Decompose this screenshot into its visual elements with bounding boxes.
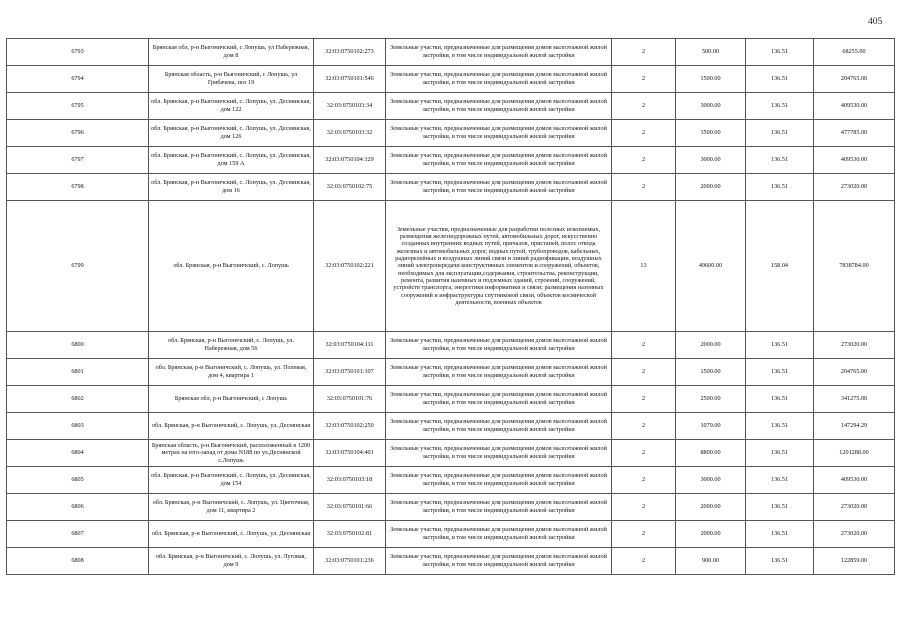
cadastral-value-cell: 273020.00: [814, 332, 895, 359]
specific-value-cell: 158.04: [746, 201, 814, 332]
table-row: [7, 66, 895, 93]
cadastral-value-cell: 409530.00: [814, 93, 895, 120]
cadastral-number-cell: 32:03:0750103:32: [314, 120, 386, 147]
area-cell: 49600.00: [676, 201, 746, 332]
row-number: 6807: [7, 521, 149, 548]
row-number: 6805: [7, 467, 149, 494]
group-cell: 2: [612, 494, 676, 521]
cadastral-value-cell: 273020.00: [814, 521, 895, 548]
address-cell: обл. Брянская, р-н Выгоничский, с. Лопушь, ул. Деснянская, дом 126: [149, 120, 314, 147]
area-cell: 2000.00: [676, 174, 746, 201]
cadastral-number-cell: 32:03:0750104:111: [314, 332, 386, 359]
area-cell: 1500.00: [676, 359, 746, 386]
cadastral-number-cell: 32:03:0750102:81: [314, 521, 386, 548]
cadastral-number-cell: 32:03:0750103:18: [314, 467, 386, 494]
specific-value-cell: 136.51: [746, 494, 814, 521]
row-number: 6793: [7, 39, 149, 66]
area-cell: 3000.00: [676, 147, 746, 174]
cadastral-value-cell: 68255.00: [814, 39, 895, 66]
land-use-cell: Земельные участки, предназначенные для размещения домов малоэтажной жилой застройки, в том числе индивидуальной жилой застройки: [386, 332, 612, 359]
cadastral-number-cell: 32:03:0750104:401: [314, 440, 386, 467]
cadastral-value-cell: 147294.29: [814, 413, 895, 440]
land-use-cell: Земельные участки, предназначенные для размещения домов малоэтажной жилой застройки, в том числе индивидуальной жилой застройки: [386, 174, 612, 201]
address-cell: обл. Брянская, р-н Выгоничский, с. Лопушь: [149, 201, 314, 332]
address-cell: Брянская область, р-н Выгоничский, расположенный в 1200 метрах на юго-запад от дома N188 по ул.Деснянской с.Лопушь: [149, 440, 314, 467]
specific-value-cell: 136.51: [746, 93, 814, 120]
cadastral-value-cell: 1201288.00: [814, 440, 895, 467]
specific-value-cell: 136.51: [746, 548, 814, 575]
cadastral-number-cell: 32:03:0750101:76: [314, 386, 386, 413]
address-cell: обл. Брянская, р-н Выгоничский, с. Лопушь, ул. Деснянская: [149, 521, 314, 548]
land-use-cell: Земельные участки, предназначенные для размещения домов малоэтажной жилой застройки, в том числе индивидуальной жилой застройки: [386, 66, 612, 93]
row-number: 6795: [7, 93, 149, 120]
cadastral-number-cell: 32:03:0750101:546: [314, 66, 386, 93]
specific-value-cell: 136.51: [746, 413, 814, 440]
cadastral-value-cell: 204765.00: [814, 359, 895, 386]
specific-value-cell: 136.51: [746, 174, 814, 201]
table-body: [7, 39, 895, 575]
land-use-cell: Земельные участки, предназначенные для размещения домов малоэтажной жилой застройки, в том числе индивидуальной жилой застройки: [386, 120, 612, 147]
table-row: [7, 147, 895, 174]
row-number: 6804: [7, 440, 149, 467]
specific-value-cell: 136.51: [746, 359, 814, 386]
specific-value-cell: 136.51: [746, 147, 814, 174]
group-cell: 2: [612, 440, 676, 467]
cadastral-value-cell: 7838784.00: [814, 201, 895, 332]
cadastral-number-cell: 32:03:0750101:236: [314, 548, 386, 575]
land-use-cell: Земельные участки, предназначенные для размещения домов малоэтажной жилой застройки, в том числе индивидуальной жилой застройки: [386, 359, 612, 386]
group-cell: 2: [612, 120, 676, 147]
area-cell: 3500.00: [676, 120, 746, 147]
group-cell: 2: [612, 413, 676, 440]
table-row: [7, 548, 895, 575]
cadastral-number-cell: 32:03:0750101:107: [314, 359, 386, 386]
cadastral-number-cell: 32:03:0750104:129: [314, 147, 386, 174]
land-use-cell: Земельные участки, предназначенные для разработки полезных ископаемых, размещения железнодорожных путей, автомобильных дорог, искусственно созданных внутренних водных путей, причалов, пристаней, полос отвода железных и автомобильных дорог, водных путей, трубопроводов, кабельных, радиорелейных и воздушных линий связи и линий радиофикации, воздушных линий электропередачи конструктивных элементов и сооружений, объектов, необходимых для эксплуатации,содержания, строительства, реконструкции, ремонта, развития наземных и подземных зданий, строений, сооружений, устройств транспорта, энергетики информатики и связи; размещения наземных сооружений и инфраструктуры спутниковой связи, объектов космической деятельности, военных объектов: [386, 201, 612, 332]
address-cell: обл. Брянская, р-н Выгоничский, с. Лопушь, ул. Набережная, дом 56: [149, 332, 314, 359]
group-cell: 2: [612, 386, 676, 413]
specific-value-cell: 136.51: [746, 120, 814, 147]
land-use-cell: Земельные участки, предназначенные для размещения домов малоэтажной жилой застройки, в том числе индивидуальной жилой застройки: [386, 39, 612, 66]
specific-value-cell: 136.51: [746, 332, 814, 359]
cadastral-value-cell: 273020.00: [814, 494, 895, 521]
land-use-cell: Земельные участки, предназначенные для размещения домов малоэтажной жилой застройки, в том числе индивидуальной жилой застройки: [386, 413, 612, 440]
address-cell: Брянская область, р-н Выгоничский, с Лопушь, ул Грибачева, поз 19: [149, 66, 314, 93]
area-cell: 3000.00: [676, 93, 746, 120]
group-cell: 2: [612, 332, 676, 359]
address-cell: обл. Брянская, р-н Выгоничский, с. Лопушь, ул. Деснянская, дом 154: [149, 467, 314, 494]
table-row: [7, 332, 895, 359]
row-number: 6801: [7, 359, 149, 386]
table-row: [7, 93, 895, 120]
cadastral-value-cell: 273020.00: [814, 174, 895, 201]
row-number: 6808: [7, 548, 149, 575]
row-number: 6800: [7, 332, 149, 359]
area-cell: 2000.00: [676, 521, 746, 548]
table-row: [7, 467, 895, 494]
row-number: 6797: [7, 147, 149, 174]
row-number: 6806: [7, 494, 149, 521]
table-row: [7, 440, 895, 467]
land-use-cell: Земельные участки, предназначенные для размещения домов малоэтажной жилой застройки, в том числе индивидуальной жилой застройки: [386, 93, 612, 120]
cadastral-number-cell: 32:03:0750102:273: [314, 39, 386, 66]
table-row: [7, 413, 895, 440]
area-cell: 900.00: [676, 548, 746, 575]
land-use-cell: Земельные участки, предназначенные для размещения домов малоэтажной жилой застройки, в том числе индивидуальной жилой застройки: [386, 548, 612, 575]
table-row: [7, 359, 895, 386]
land-use-cell: Земельные участки, предназначенные для размещения домов малоэтажной жилой застройки, в том числе индивидуальной жилой застройки: [386, 467, 612, 494]
table-row: [7, 521, 895, 548]
address-cell: обл. Брянская, р-н Выгоничский, с. Лопушь, ул. Десняиская, дом 122: [149, 93, 314, 120]
address-cell: обл. Брянская, р-н Выгоничский, с. Лопушь, ул. Деснянская, дом 159 А: [149, 147, 314, 174]
specific-value-cell: 136.51: [746, 39, 814, 66]
address-cell: обл. Брянская, р-н Выгоничский, с. Лопушь, ул. Цветочная, дом 11, квартира 2: [149, 494, 314, 521]
area-cell: 2000.00: [676, 494, 746, 521]
area-cell: 2500.00: [676, 386, 746, 413]
table-row: [7, 494, 895, 521]
land-use-cell: Земельные участки, предназначенные для размещения домов малоэтажной жилой застройки, в том числе индивидуальной жилой застройки: [386, 494, 612, 521]
row-number: 6798: [7, 174, 149, 201]
row-number: 6802: [7, 386, 149, 413]
row-number: 6794: [7, 66, 149, 93]
table-row: [7, 386, 895, 413]
cadastral-value-cell: 409530.00: [814, 147, 895, 174]
address-cell: Брянская обл, р-н Выгоничский, с Лопушь, ул Набережная, дом 8: [149, 39, 314, 66]
group-cell: 2: [612, 548, 676, 575]
address-cell: Брянская обл, р-н Выгоничский, с Лопушь: [149, 386, 314, 413]
cadastral-value-cell: 477785.00: [814, 120, 895, 147]
group-cell: 2: [612, 93, 676, 120]
area-cell: 8800.00: [676, 440, 746, 467]
cadastral-number-cell: 32:03:0750101:66: [314, 494, 386, 521]
address-cell: обл. Брянская, р-н Выгоничский, с. Лопушь, ул. Деснянская: [149, 413, 314, 440]
cadastral-number-cell: 32:03:0750102:75: [314, 174, 386, 201]
cadastral-value-cell: 122859.00: [814, 548, 895, 575]
cadastral-value-cell: 341275.00: [814, 386, 895, 413]
specific-value-cell: 136.51: [746, 467, 814, 494]
cadastral-number-cell: 32:03:0750102:221: [314, 201, 386, 332]
area-cell: 3000.00: [676, 467, 746, 494]
cadastral-value-cell: 204765.00: [814, 66, 895, 93]
area-cell: 1500.00: [676, 66, 746, 93]
specific-value-cell: 136.51: [746, 66, 814, 93]
group-cell: 2: [612, 66, 676, 93]
cadastral-number-cell: 32:03:0750103:34: [314, 93, 386, 120]
specific-value-cell: 136.51: [746, 440, 814, 467]
address-cell: обл. Брянская, р-н Выгоничский, с. Лопушь, ул. Деснянская, дом 16: [149, 174, 314, 201]
group-cell: 2: [612, 359, 676, 386]
table-row: [7, 120, 895, 147]
land-use-cell: Земельные участки, предназначенные для размещения домов малоэтажной жилой застройки, в том числе индивидуальной жилой застройки: [386, 386, 612, 413]
cadastral-value-cell: 409530.00: [814, 467, 895, 494]
area-cell: 500.00: [676, 39, 746, 66]
table-row: [7, 39, 895, 66]
group-cell: 2: [612, 174, 676, 201]
cadastral-value-table: [6, 38, 895, 575]
row-number: 6796: [7, 120, 149, 147]
land-use-cell: Земельные участки, предназначенные для размещения домов малоэтажной жилой застройки, в том числе индивидуальной жилой застройки: [386, 521, 612, 548]
land-use-cell: Земельные участки, предназначенные для размещения домов малоэтажной жилой застройки, в том числе индивидуальной жилой застройки: [386, 147, 612, 174]
row-number: 6803: [7, 413, 149, 440]
group-cell: 2: [612, 147, 676, 174]
group-cell: 2: [612, 521, 676, 548]
cadastral-number-cell: 32:03:0750102:250: [314, 413, 386, 440]
group-cell: 13: [612, 201, 676, 332]
row-number: 6799: [7, 201, 149, 332]
group-cell: 2: [612, 39, 676, 66]
specific-value-cell: 136.51: [746, 386, 814, 413]
group-cell: 2: [612, 467, 676, 494]
table-row: [7, 174, 895, 201]
table-row: [7, 201, 895, 332]
area-cell: 1079.00: [676, 413, 746, 440]
land-use-cell: Земельные участки, предназначенные для размещения домов малоэтажной жилой застройки, в том числе индивидуальной жилой застройки: [386, 440, 612, 467]
specific-value-cell: 136.51: [746, 521, 814, 548]
address-cell: обл. Брянская, р-н Выгоничский, с. Лопушь, ул. Полевая, дом 4, квартира 1: [149, 359, 314, 386]
page-number: 405: [868, 17, 883, 27]
address-cell: обл. Брянская, р-н Выгоничский, с. Лопушь, ул. Луговая, дом 9: [149, 548, 314, 575]
area-cell: 2000.00: [676, 332, 746, 359]
